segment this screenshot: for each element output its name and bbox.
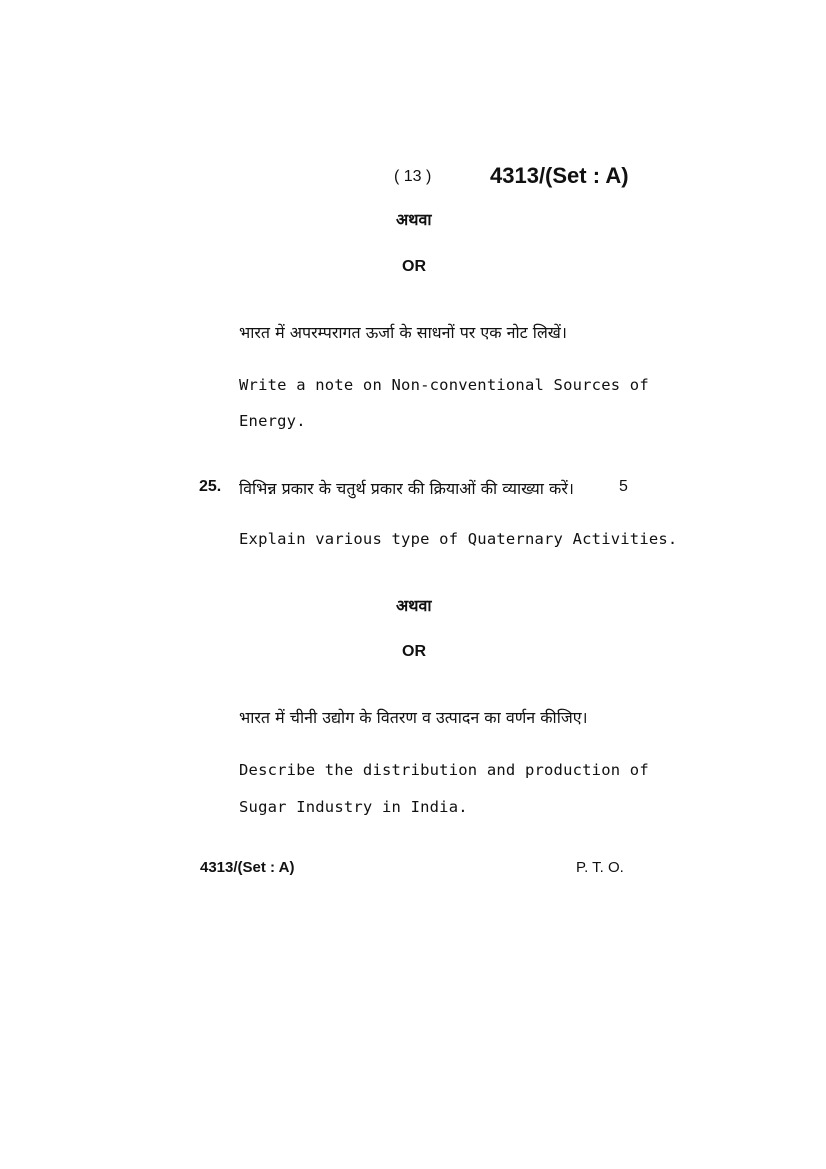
- or-english-label: OR: [402, 258, 426, 275]
- alt-question-hindi-text: भारत में चीनी उद्योग के वितरण व उत्पादन का वर्णन कीजिए।: [239, 708, 588, 727]
- question-marks: 5: [619, 478, 628, 495]
- question-number: 25.: [199, 478, 222, 495]
- question-hindi-text: भारत में अपरम्परागत ऊर्जा के साधनों पर एक नोट लिखें।: [239, 323, 567, 342]
- question-english-line-2: Energy.: [239, 412, 306, 430]
- alt-question-english-line-2: Sugar Industry in India.: [239, 798, 468, 816]
- or-english-label-2: OR: [402, 643, 426, 660]
- page-number: ( 13 ): [394, 168, 432, 185]
- question-25-english-text: Explain various type of Quaternary Activities.: [239, 530, 678, 548]
- question-english-line-1: Write a note on Non-conventional Sources of: [239, 376, 649, 394]
- footer-paper-code: 4313/(Set : A): [200, 859, 295, 876]
- footer-pto: P. T. O.: [576, 859, 624, 876]
- or-hindi-label-2: अथवा: [396, 596, 432, 615]
- header-paper-code: 4313/(Set : A): [490, 163, 629, 188]
- alt-question-english-line-1: Describe the distribution and production of: [239, 761, 649, 779]
- or-hindi-label: अथवा: [396, 210, 432, 229]
- question-25-hindi-text: विभिन्न प्रकार के चतुर्थ प्रकार की क्रियाओं की व्याख्या करें।: [239, 479, 574, 498]
